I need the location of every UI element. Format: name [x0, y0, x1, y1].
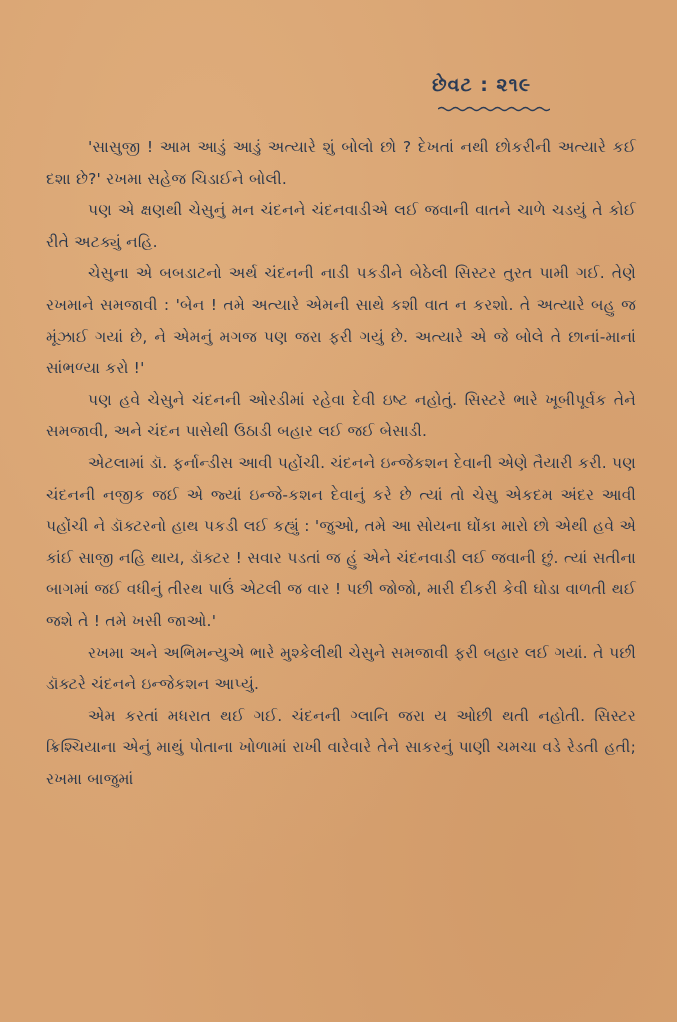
- paragraph-6: રખમા અને અભિમન્યુએ ભારે મુશ્કેલીથી ચેસુને સમજાવી ફરી બહાર લઈ ગયાં. તે પછી ડૉક્ટરે ચંદનને ઇન્જેકશન આપ્યું.: [46, 643, 636, 694]
- paragraph-5: એટલામાં ડૉ. ફર્નાન્ડીસ આવી પહોંચી. ચંદનને ઇન્જેકશન દેવાની એણે તૈયારી કરી. પણ ચંદનની નજીક જઈ એ જ્યાં ઇન્જે-કશન દેવાનું કરે છે ત્યાં તો ચેસુ એકદમ અંદર આવી પહોંચી ને ડૉક્ટરનો હાથ પકડી લઈ કહ્યું : 'જુઓ, તમે આ સોયના ઘોંકા મારો છો એથી હવે એ કાંઈ સાજી નહિ થાય, ડૉક્ટર ! સવાર પડતાં જ હું એને ચંદનવાડી લઈ જવાની છું. ત્યાં સતીના બાગમાં જઈ વધીનું તીરથ પાઉં એટલી જ વાર ! પછી જોજો, મારી દીકરી કેવી ઘોડા વાળતી થઈ જશે તે ! તમે ખસી જાઓ.': [46, 453, 636, 630]
- paragraph-2: પણ એ ક્ષણથી ચેસુનું મન ચંદનને ચંદનવાડીએ લઈ જવાની વાતને ચાળે ચડયું તે કોઈ રીતે અટક્યું નહિ.: [46, 201, 636, 251]
- paragraph-3: ચેસુના એ બબડાટનો અર્થ ચંદનની નાડી પકડીને બેઠેલી સિસ્ટર તુરત પામી ગઈ. તેણે રખમાને સમજાવી : 'બેન ! તમે અત્યારે એમની સાથે કશી વાત ન કરશો. તે અત્યારે બહુ જ મૂંઝાઈ ગયાં છે, ને એમનું મગજ પણ જરા ફરી ગયું છે. અત્યારે એ જે બોલે તે છાનાં-માનાં સાંભળ્યા કરો !': [46, 264, 636, 378]
- paragraph-1: 'સાસુજી ! આમ આડું આડું અત્યારે શું બોલો છો ? દેખતાં નથી છોકરીની અત્યારે કઈ દશા છે?' રખમા સહેજ ચિડાઈને બોલી.: [46, 138, 636, 188]
- paragraph-7: એમ કરતાં મધરાત થઈ ગઈ. ચંદનની ગ્લાનિ જરા ય ઓછી થતી નહોતી. સિસ્ટર ક્રિશ્ચિયાના એનું માથું પોતાના ખોળામાં રાખી વારેવારે તેને સાકરનું પાણી ચમચા વડે રેડતી હતી; રખમા બાજુમાં: [46, 706, 636, 788]
- running-header: છેવટ : ૨૧૯: [432, 74, 532, 96]
- paragraph-4: પણ હવે ચેસુને ચંદનની ઓરડીમાં રહેવા દેવી ઇષ્ટ નહોતું. સિસ્ટરે ભારે ખૂબીપૂર્વક તેને સમજાવી, અને ચંદન પાસેથી ઉઠાડી બહાર લઈ જઈ બેસાડી.: [46, 390, 636, 441]
- body-text: [46, 132, 636, 795]
- header-wavy-rule-icon: [438, 106, 550, 112]
